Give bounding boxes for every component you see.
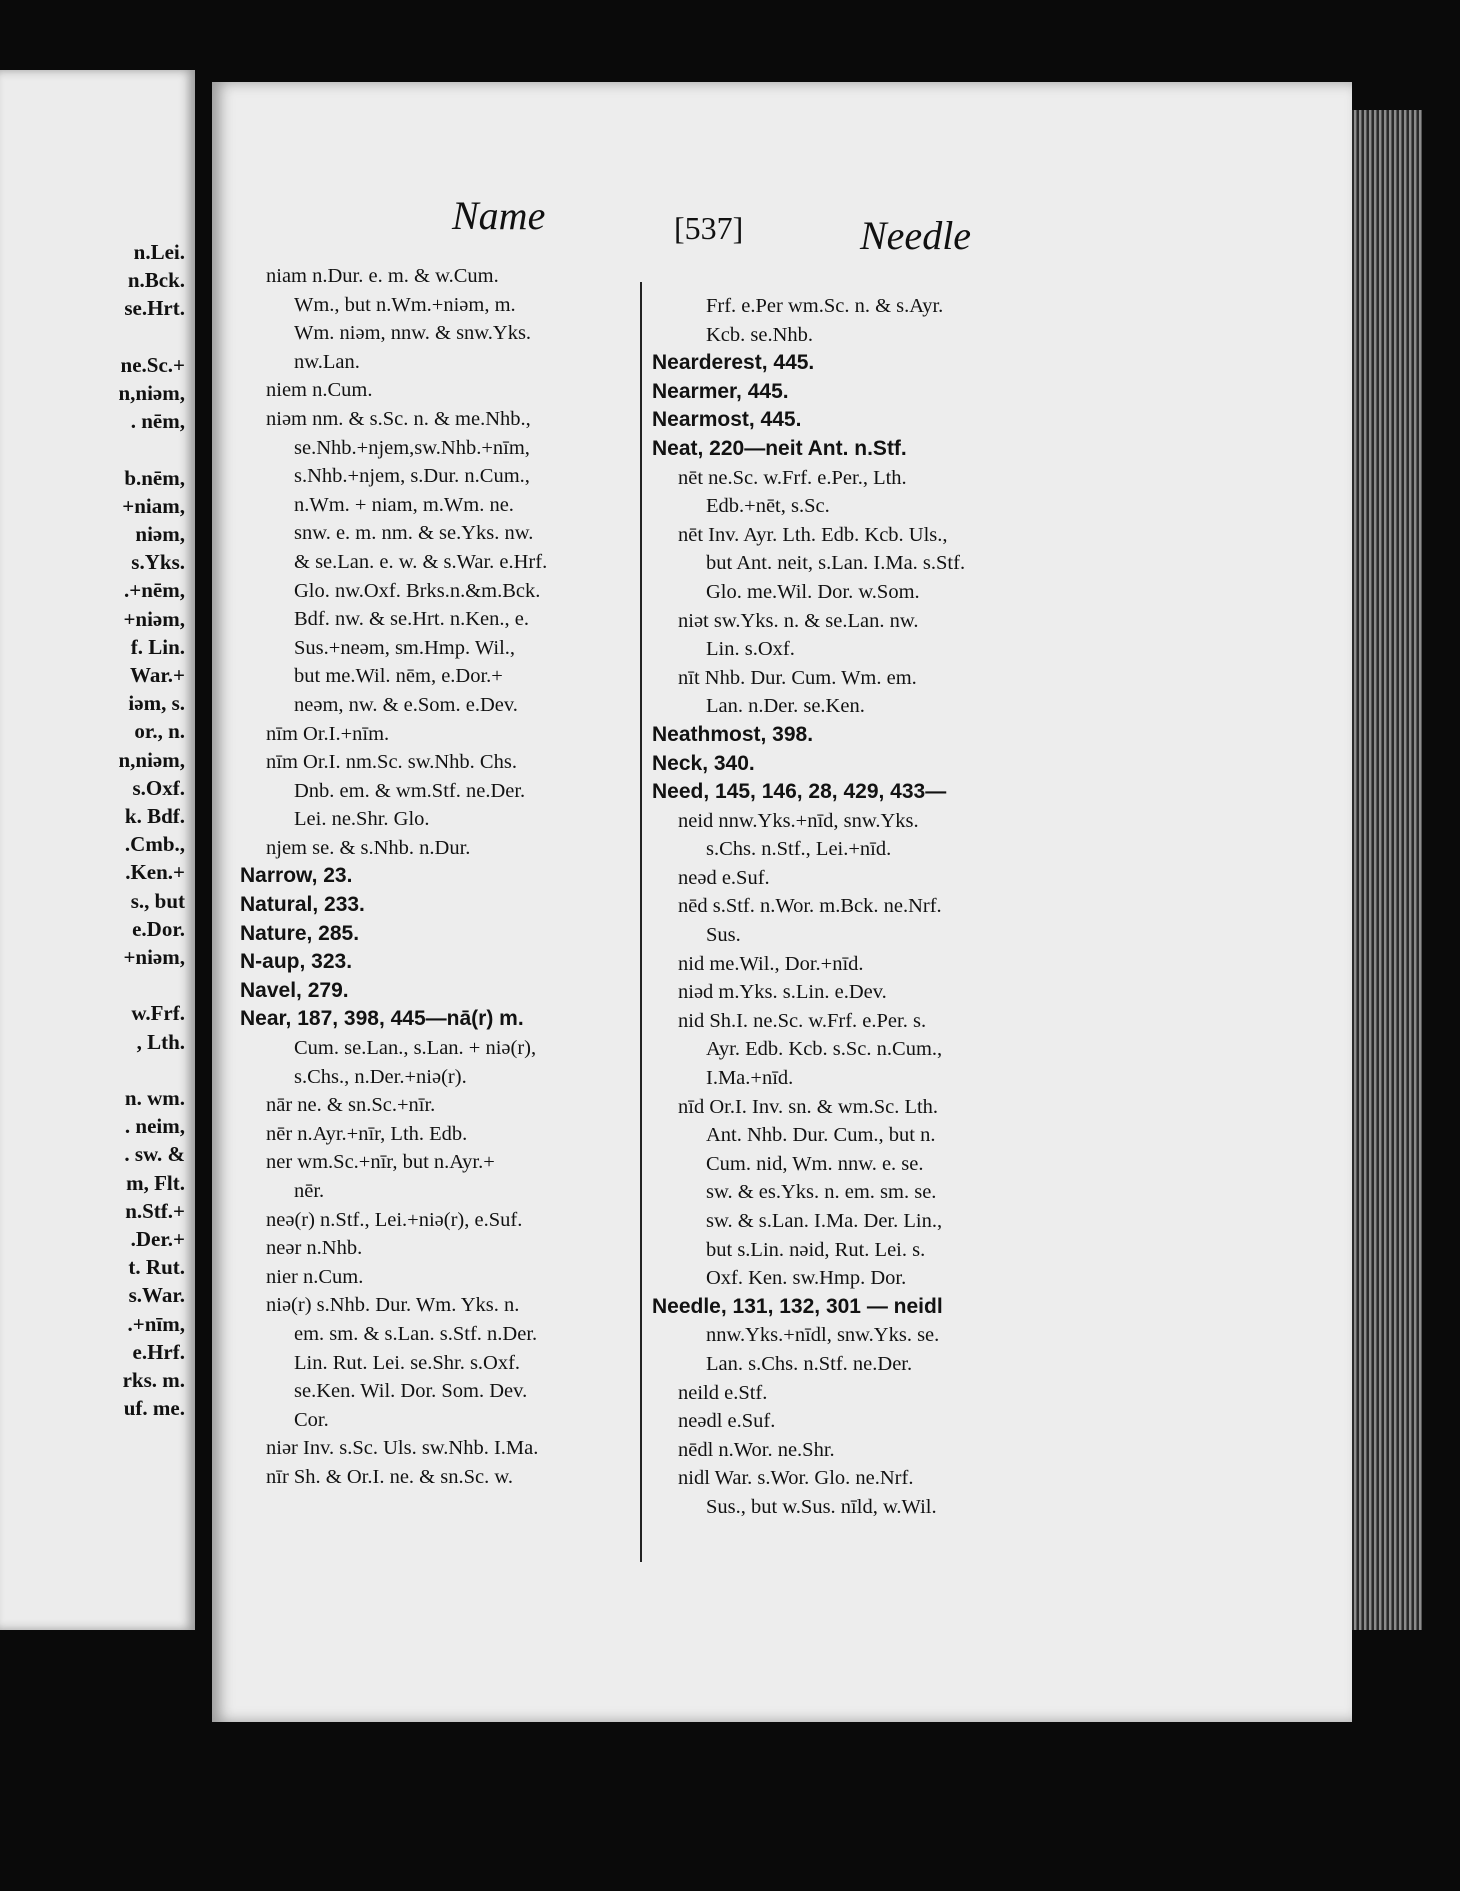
left-margin-fragment: .Cmb.,: [124, 832, 185, 857]
entry-line: Ant. Nhb. Dur. Cum., but n.: [706, 1124, 936, 1147]
left-margin-fragment: . neim,: [124, 1114, 185, 1139]
left-margin-fragment: uf. me.: [123, 1396, 185, 1421]
entry-line: Wm., but n.Wm.+niəm, m.: [294, 293, 516, 316]
left-page: [0, 70, 195, 1630]
entry-line: Glo. nw.Oxf. Brks.n.&m.Bck.: [294, 579, 541, 602]
entry-headword: Neck, 340.: [652, 751, 755, 775]
entry-line: Frf. e.Per wm.Sc. n. & s.Ayr.: [706, 295, 944, 317]
entry-line: Cum. nid, Wm. nnw. e. se.: [706, 1152, 924, 1175]
entry-line: niəd m.Yks. s.Lin. e.Dev.: [678, 981, 887, 1004]
left-margin-fragment: n,niəm,: [118, 381, 185, 405]
left-margin-fragment: e.Hrf.: [132, 1339, 185, 1364]
entry-line: nnw.Yks.+nīdl, snw.Yks. se.: [706, 1324, 940, 1347]
entry-headword: Nearmost, 445.: [652, 408, 802, 432]
entry-line: neəd e.Suf.: [678, 866, 770, 889]
left-margin-fragment: s.War.: [128, 1283, 185, 1308]
entry-line: nw.Lan.: [294, 350, 360, 373]
entry-headword: Need, 145, 146, 28, 429, 433—: [652, 780, 947, 804]
column-divider: [640, 282, 642, 1562]
left-margin-fragment: . sw. &: [124, 1142, 185, 1167]
left-margin-fragment: War.+: [130, 663, 185, 687]
entry-line: but s.Lin. nəid, Rut. Lei. s.: [706, 1238, 926, 1261]
left-margin-fragment: .Der.+: [130, 1227, 185, 1251]
left-margin-fragment: n,niəm,: [118, 747, 185, 772]
entry-line: Bdf. nw. & se.Hrt. n.Ken., e.: [294, 608, 529, 631]
entry-headword: Nature, 285.: [240, 921, 360, 945]
entry-line: Lin. Rut. Lei. se.Shr. s.Oxf.: [294, 1351, 521, 1374]
entry-headword: Nearmer, 445.: [652, 379, 789, 403]
page-number: [537]: [674, 210, 744, 246]
entry-line: nār ne. & sn.Sc.+nīr.: [266, 1094, 436, 1117]
entry-line: Ayr. Edb. Kcb. s.Sc. n.Cum.,: [706, 1038, 943, 1061]
left-margin-fragment: .Ken.+: [125, 860, 185, 885]
left-margin-fragment: rks. m.: [122, 1368, 185, 1392]
entry-line: nēdl n.Wor. ne.Shr.: [678, 1438, 835, 1461]
left-margin-fragment: n.Bck.: [127, 268, 185, 293]
left-margin-fragment: n. wm.: [124, 1086, 185, 1110]
left-margin-fragment: k. Bdf.: [124, 804, 185, 828]
entry-line: sw. & es.Yks. n. em. sm. se.: [706, 1181, 937, 1204]
entry-line: but me.Wil. nēm, e.Dor.+: [294, 665, 503, 688]
entry-line: Kcb. se.Nhb.: [706, 323, 814, 346]
entry-line: n.Wm. + niam, m.Wm. ne.: [294, 493, 514, 516]
entry-line: nēr.: [294, 1180, 325, 1202]
entry-line: Lei. ne.Shr. Glo.: [294, 808, 430, 831]
left-margin-fragment: se.Hrt.: [124, 296, 185, 321]
entry-line: nīm Or.I.+nīm.: [266, 722, 390, 745]
entry-line: nier n.Cum.: [266, 1265, 364, 1288]
entry-line: neər n.Nhb.: [266, 1237, 363, 1260]
entry-line: ner wm.Sc.+nīr, but n.Ayr.+: [266, 1151, 495, 1174]
entry-line: neədl e.Suf.: [678, 1410, 776, 1433]
entry-headword: Neat, 220—neit Ant. n.Stf.: [652, 436, 907, 460]
entry-headword: Narrow, 23.: [240, 864, 353, 888]
entry-line: Sus.+neəm, sm.Hmp. Wil.,: [294, 636, 516, 659]
left-margin-fragment: . nēm,: [130, 409, 185, 434]
entry-line: Edb.+nēt, s.Sc.: [706, 495, 830, 518]
entry-line: nid Sh.I. ne.Sc. w.Frf. e.Per. s.: [678, 1009, 927, 1032]
entry-line: neid nnw.Yks.+nīd, snw.Yks.: [678, 809, 919, 832]
entry-line: niem n.Cum.: [266, 379, 373, 402]
left-margin-fragment: b.nēm,: [124, 465, 185, 490]
entry-line: neəm, nw. & e.Som. e.Dev.: [294, 693, 518, 716]
left-margin-fragment: s., but: [130, 888, 185, 913]
left-margin-fragment: .+nīm,: [127, 1311, 185, 1336]
entry-line: niam n.Dur. e. m. & w.Cum.: [266, 265, 499, 287]
entry-line: nīt Nhb. Dur. Cum. Wm. em.: [678, 666, 917, 689]
entry-line: niər Inv. s.Sc. Uls. sw.Nhb. I.Ma.: [266, 1437, 539, 1460]
left-margin-fragment: s.Oxf.: [132, 775, 185, 800]
left-margin-fragment: s.Yks.: [131, 550, 185, 575]
entry-line: Lin. s.Oxf.: [706, 638, 795, 661]
entry-line: Oxf. Ken. sw.Hmp. Dor.: [706, 1267, 907, 1290]
left-margin-fragment: w.Frf.: [131, 1001, 185, 1026]
entry-line: nidl War. s.Wor. Glo. ne.Nrf.: [678, 1467, 914, 1490]
left-margin-fragment: , Lth.: [136, 1029, 185, 1054]
entry-line: Cor.: [294, 1408, 329, 1431]
left-margin-fragment: m, Flt.: [126, 1170, 185, 1195]
entry-headword: Natural, 233.: [240, 893, 365, 917]
entry-line: niə(r) s.Nhb. Dur. Wm. Yks. n.: [266, 1294, 520, 1317]
left-margin-fragment: niəm,: [135, 522, 185, 546]
entry-line: Lan. n.Der. se.Ken.: [706, 695, 865, 718]
entry-line: Lan. s.Chs. n.Stf. ne.Der.: [706, 1352, 913, 1375]
entry-line: & se.Lan. e. w. & s.War. e.Hrf.: [294, 550, 548, 573]
entry-line: em. sm. & s.Lan. s.Stf. n.Der.: [294, 1322, 538, 1345]
left-margin-fragment: n.Lei.: [133, 240, 185, 264]
left-margin-fragment: +niəm,: [123, 606, 185, 631]
entry-line: I.Ma.+nīd.: [706, 1067, 794, 1090]
entry-line: se.Ken. Wil. Dor. Som. Dev.: [294, 1380, 528, 1403]
entry-line: s.Nhb.+njem, s.Dur. n.Cum.,: [294, 465, 530, 488]
entry-line: nēr n.Ayr.+nīr, Lth. Edb.: [266, 1122, 468, 1145]
entry-line: nid me.Wil., Dor.+nīd.: [678, 952, 864, 975]
entry-line: njem se. & s.Nhb. n.Dur.: [266, 836, 471, 859]
page-edges: [1352, 110, 1422, 1630]
entry-line: but Ant. neit, s.Lan. I.Ma. s.Stf.: [706, 552, 966, 575]
header-left-word: Name: [452, 193, 546, 238]
entry-line: nīd Or.I. Inv. sn. & wm.Sc. Lth.: [678, 1095, 939, 1118]
left-margin-fragment: t. Rut.: [128, 1255, 185, 1280]
entry-line: Sus., but w.Sus. nīld, w.Wil.: [706, 1495, 937, 1518]
left-margin-fragment: n.Stf.+: [125, 1198, 185, 1223]
entry-line: niət sw.Yks. n. & se.Lan. nw.: [678, 609, 919, 632]
left-margin-fragment: iəm, s.: [128, 691, 185, 716]
entry-headword: Needle, 131, 132, 301 — neidl: [652, 1294, 943, 1318]
left-margin-fragment: or., n.: [134, 719, 185, 744]
entry-headword: N-aup, 323.: [240, 950, 353, 974]
left-margin-fragment: ne.Sc.+: [120, 352, 185, 377]
entry-line: snw. e. m. nm. & se.Yks. nw.: [294, 522, 534, 545]
entry-line: Dnb. em. & wm.Stf. ne.Der.: [294, 779, 526, 802]
entry-line: Glo. me.Wil. Dor. w.Som.: [706, 580, 920, 603]
entry-line: s.Chs. n.Stf., Lei.+nīd.: [706, 838, 892, 861]
entry-line: s.Chs., n.Der.+niə(r).: [294, 1065, 467, 1088]
entry-line: Cum. se.Lan., s.Lan. + niə(r),: [294, 1037, 537, 1060]
entry-headword: Near, 187, 398, 445—nā(r) m.: [240, 1007, 524, 1031]
entry-line: sw. & s.Lan. I.Ma. Der. Lin.,: [706, 1210, 943, 1232]
entry-line: nēt Inv. Ayr. Lth. Edb. Kcb. Uls.,: [678, 523, 948, 546]
entry-line: neild e.Stf.: [678, 1381, 768, 1404]
entry-line: nīm Or.I. nm.Sc. sw.Nhb. Chs.: [266, 751, 517, 774]
entry-line: niəm nm. & s.Sc. n. & me.Nhb.,: [266, 407, 531, 430]
header-right-word: Needle: [860, 213, 972, 258]
entry-headword: Nearderest, 445.: [652, 351, 815, 375]
left-margin-fragment: e.Dor.: [132, 916, 185, 941]
entry-line: nēd s.Stf. n.Wor. m.Bck. ne.Nrf.: [678, 895, 942, 918]
entry-line: nīr Sh. & Or.I. ne. & sn.Sc. w.: [266, 1465, 513, 1488]
entry-line: Wm. niəm, nnw. & snw.Yks.: [294, 322, 532, 345]
left-margin-fragment: f. Lin.: [130, 634, 185, 659]
left-margin-fragment: +niam,: [122, 493, 185, 518]
entry-line: nēt ne.Sc. w.Frf. e.Per., Lth.: [678, 466, 907, 489]
column-right: [652, 292, 1342, 1522]
left-margin-fragment: +niəm,: [123, 945, 185, 969]
entry-line: Sus.: [706, 924, 741, 947]
left-margin-fragment: .+nēm,: [124, 578, 185, 603]
entry-line: neə(r) n.Stf., Lei.+niə(r), e.Suf.: [266, 1208, 523, 1231]
entry-line: se.Nhb.+njem,sw.Nhb.+nīm,: [294, 436, 530, 459]
entry-headword: Navel, 279.: [240, 978, 349, 1002]
entry-headword: Neathmost, 398.: [652, 722, 814, 746]
right-page: [212, 82, 1352, 1722]
